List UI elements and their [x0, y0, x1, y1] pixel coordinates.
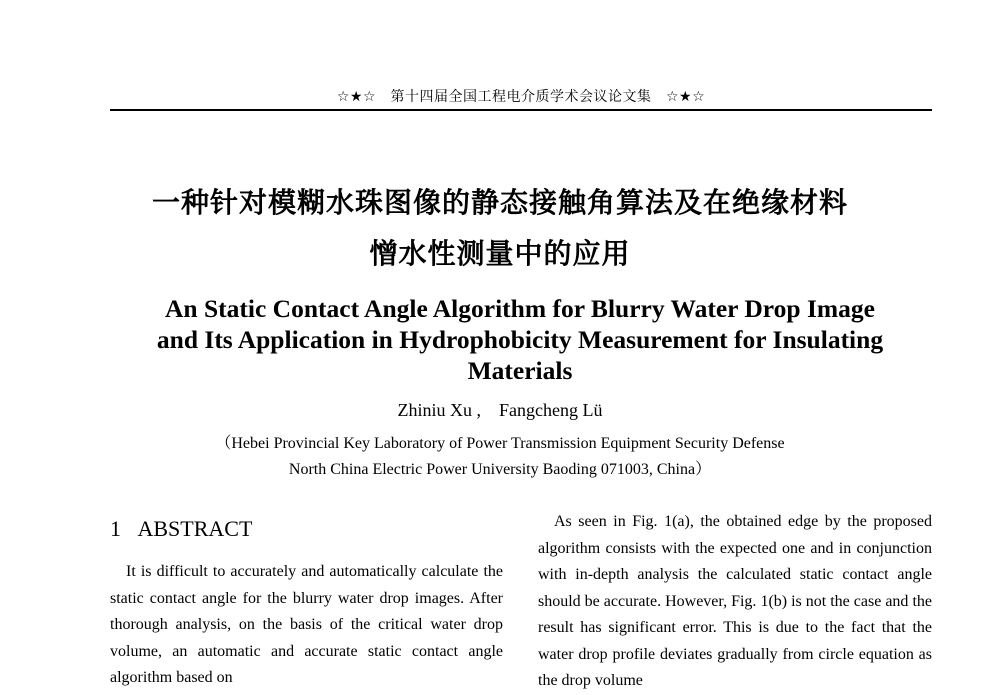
chinese-title-line-2: 憎水性测量中的应用: [369, 237, 631, 270]
section-number: 1: [110, 516, 121, 541]
section-title: ABSTRACT: [137, 516, 253, 541]
affiliation-line-2: North China Electric Power University Baoding 071003, China）: [288, 461, 712, 478]
running-header: ☆★☆ 第十四届全国工程电介质学术会议论文集 ☆★☆: [336, 89, 706, 105]
right-column: [538, 509, 932, 695]
english-title-line-3: Materials: [467, 356, 573, 385]
body-paragraph: As seen in Fig. 1(a), the obtained edge by the proposed algorithm consists with the expected one and in conjunction with in-depth analysis the calculated static contact angle should be accurate. However, Fig. 1(b) is not the case and the result has significant error. This is due to the fact that the water drop profile deviates gradually from circle equation as the drop volume: [538, 513, 932, 689]
left-column: [110, 559, 503, 692]
english-title-line-2: and Its Application in Hydrophobicity Measurement for Insulating: [156, 325, 884, 354]
affiliation-line-1: （Hebei Provincial Key Laboratory of Power Transmission Equipment Security Defense: [215, 435, 785, 452]
english-title-line-1: An Static Contact Angle Algorithm for Blurry Water Drop Image: [165, 294, 875, 323]
section-heading-abstract: [110, 516, 252, 542]
english-title: [90, 293, 950, 386]
header-rule: [110, 109, 932, 111]
chinese-title-line-1: 一种针对模糊水珠图像的静态接触角算法及在绝缘材料: [151, 186, 848, 219]
authors: Zhiniu Xu , Fangcheng Lü: [397, 400, 603, 420]
abstract-paragraph: It is difficult to accurately and automatically calculate the static contact angle for the blurry water drop images. After thorough analysis, on the basis of the critical water drop volume, an automatic and accurate static contact angle algorithm based on: [110, 563, 503, 686]
